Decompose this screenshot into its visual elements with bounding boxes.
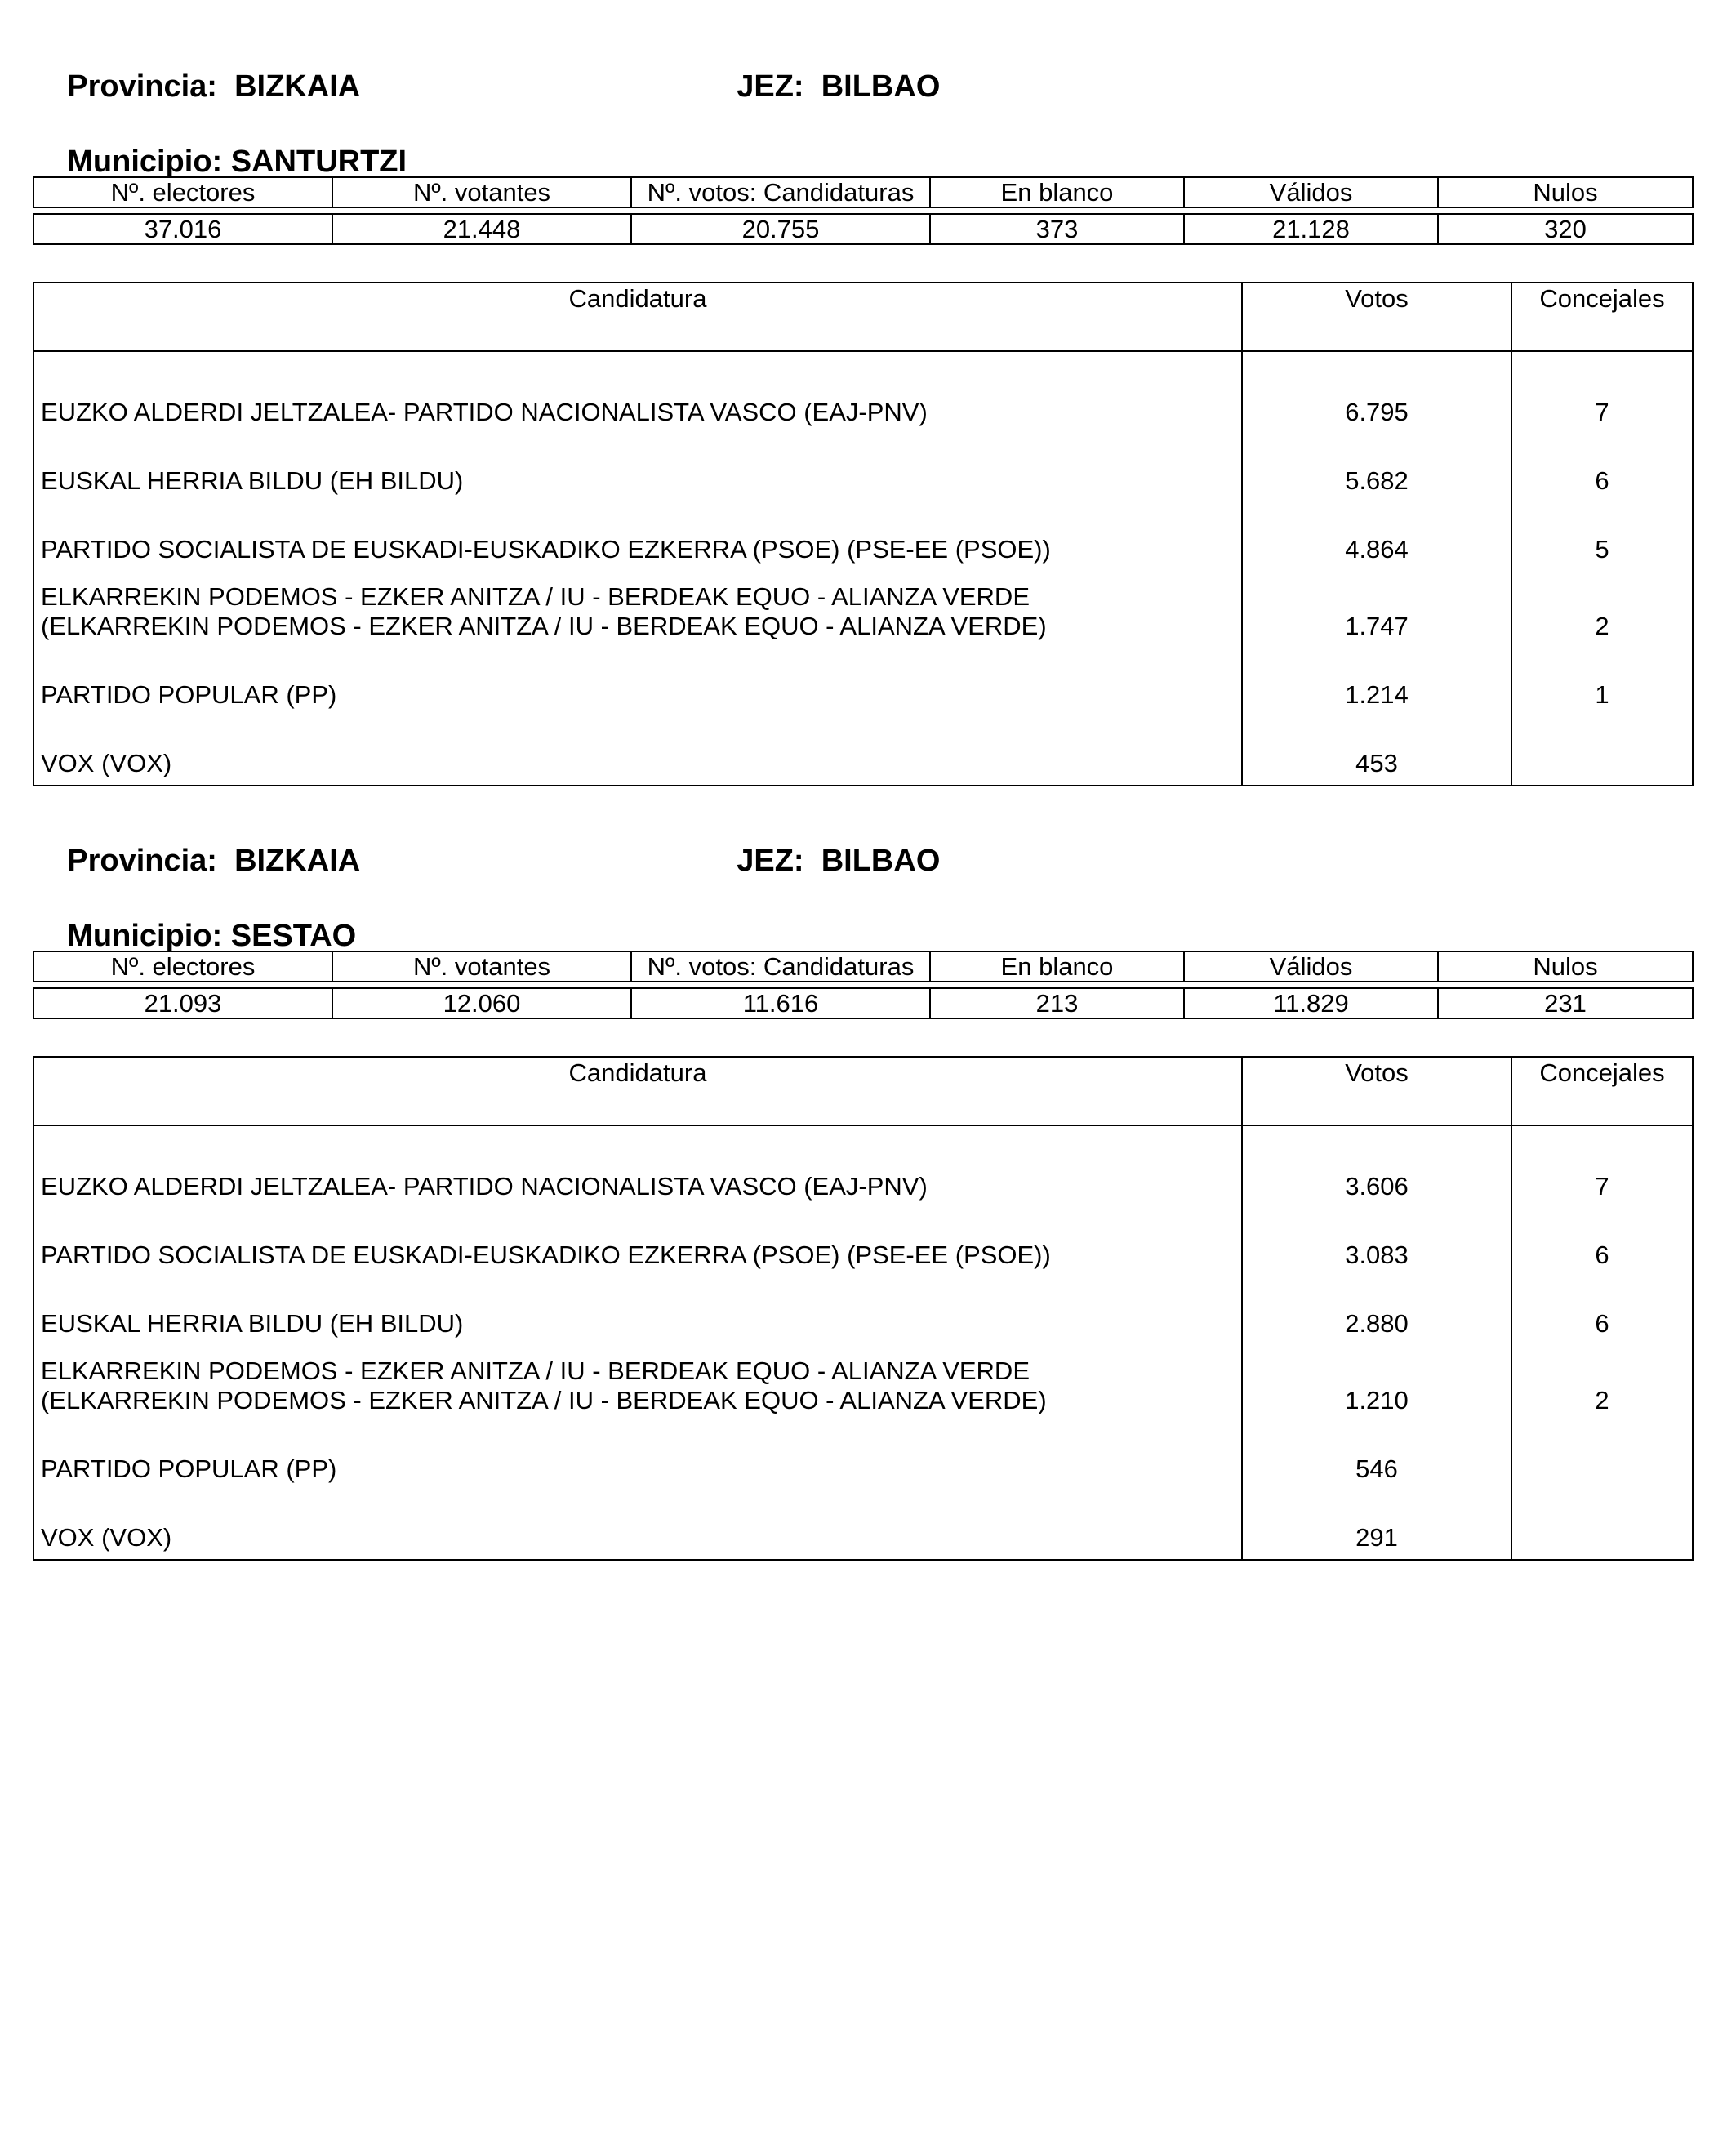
candidatura-name: EUZKO ALDERDI JELTZALEA- PARTIDO NACIONALISTA VASCO (EAJ-PNV) [41, 398, 928, 426]
header-en-blanco: En blanco [930, 951, 1184, 982]
concejales-value: 6 [1511, 434, 1693, 502]
table-row [33, 648, 1693, 716]
value-electores: 37.016 [33, 214, 332, 244]
provincia-value: BIZKAIA [234, 69, 361, 104]
header-votantes: Nº. votantes [332, 951, 631, 982]
candidatura-name: PARTIDO SOCIALISTA DE EUSKADI-EUSKADIKO EZKERRA (PSOE) (PSE-EE (PSOE)) [41, 1241, 1051, 1269]
header-electores: Nº. electores [33, 951, 332, 982]
header-votantes: Nº. votantes [332, 177, 631, 207]
header-validos: Válidos [1184, 177, 1438, 207]
votos-value: 5.682 [1242, 434, 1511, 502]
candidatura-name: PARTIDO POPULAR (PP) [41, 680, 337, 709]
provincia-label: Provincia: BIZKAIA [67, 844, 361, 878]
votos-value: 1.214 [1242, 648, 1511, 716]
concejales-value: 1 [1511, 648, 1693, 716]
concejales-value: 6 [1511, 1208, 1693, 1276]
candidatures-table [33, 1056, 1694, 1561]
summary-table [33, 176, 1694, 245]
header-electores: Nº. electores [33, 177, 332, 207]
votos-value: 453 [1242, 716, 1511, 786]
votos-value: 6.795 [1242, 351, 1511, 434]
value-nulos: 231 [1438, 988, 1693, 1018]
header-votos-candidaturas: Nº. votos: Candidaturas [631, 177, 930, 207]
summary-header-row [33, 951, 1693, 982]
jez-value: BILBAO [821, 844, 941, 878]
header-nulos: Nulos [1438, 177, 1693, 207]
votos-value: 3.606 [1242, 1125, 1511, 1208]
header-concejales: Concejales [1511, 1057, 1693, 1125]
jez-label: JEZ: BILBAO [737, 69, 941, 104]
table-row [33, 502, 1693, 571]
candidatura-name: EUSKAL HERRIA BILDU (EH BILDU) [41, 466, 464, 495]
municipio-title: Municipio: SESTAO [67, 919, 357, 953]
municipio-value: SESTAO [230, 919, 357, 953]
table-row [33, 571, 1693, 648]
header-candidatura: Candidatura [33, 1057, 1242, 1125]
concejales-value: 2 [1511, 571, 1693, 648]
header-en-blanco: En blanco [930, 177, 1184, 207]
table-row [33, 1345, 1693, 1422]
header-candidatura: Candidatura [33, 283, 1242, 351]
table-row [33, 1125, 1693, 1208]
candidatura-name: VOX (VOX) [41, 749, 172, 777]
value-votos-candidaturas: 11.616 [631, 988, 930, 1018]
votos-value: 4.864 [1242, 502, 1511, 571]
summary-table [33, 951, 1694, 1019]
municipio-title: Municipio: SANTURTZI [67, 145, 407, 179]
table-row [33, 1422, 1693, 1490]
municipio-value: SANTURTZI [230, 145, 407, 179]
candidatures-header-row [33, 283, 1693, 351]
concejales-value [1511, 1490, 1693, 1560]
candidatura-name: EUSKAL HERRIA BILDU (EH BILDU) [41, 1309, 464, 1338]
candidatura-name: PARTIDO SOCIALISTA DE EUSKADI-EUSKADIKO EZKERRA (PSOE) (PSE-EE (PSOE)) [41, 535, 1051, 564]
summary-values-row [33, 988, 1693, 1018]
header-votos: Votos [1242, 1057, 1511, 1125]
summary-header-row [33, 177, 1693, 207]
table-row [33, 716, 1693, 786]
concejales-value: 5 [1511, 502, 1693, 571]
jez-label: JEZ: BILBAO [737, 844, 941, 878]
candidatura-name: ELKARREKIN PODEMOS - EZKER ANITZA / IU - BERDEAK EQUO - ALIANZA VERDE (ELKARREKIN PODEMOS - EZKER ANITZA / IU - BERDEAK EQUO - ALIANZA VERDE) [41, 1356, 1047, 1414]
table-row [33, 351, 1693, 434]
value-votos-candidaturas: 20.755 [631, 214, 930, 244]
header-votos-candidaturas: Nº. votos: Candidaturas [631, 951, 930, 982]
provincia-value: BIZKAIA [234, 844, 361, 878]
header-votos: Votos [1242, 283, 1511, 351]
concejales-value: 2 [1511, 1345, 1693, 1422]
value-votantes: 12.060 [332, 988, 631, 1018]
candidatures-table [33, 282, 1694, 786]
table-row [33, 1208, 1693, 1276]
header-concejales: Concejales [1511, 283, 1693, 351]
votos-value: 3.083 [1242, 1208, 1511, 1276]
value-validos: 21.128 [1184, 214, 1438, 244]
votos-value: 546 [1242, 1422, 1511, 1490]
candidatura-name: ELKARREKIN PODEMOS - EZKER ANITZA / IU - BERDEAK EQUO - ALIANZA VERDE (ELKARREKIN PODEMOS - EZKER ANITZA / IU - BERDEAK EQUO - ALIANZA VERDE) [41, 582, 1047, 640]
value-en-blanco: 373 [930, 214, 1184, 244]
provincia-label: Provincia: BIZKAIA [67, 69, 361, 104]
concejales-value: 6 [1511, 1276, 1693, 1345]
concejales-value [1511, 716, 1693, 786]
candidatura-name: VOX (VOX) [41, 1523, 172, 1552]
jez-value: BILBAO [821, 69, 941, 104]
candidatures-header-row [33, 1057, 1693, 1125]
table-row [33, 434, 1693, 502]
value-nulos: 320 [1438, 214, 1693, 244]
votos-value: 291 [1242, 1490, 1511, 1560]
concejales-value: 7 [1511, 351, 1693, 434]
table-row [33, 1490, 1693, 1560]
value-en-blanco: 213 [930, 988, 1184, 1018]
value-validos: 11.829 [1184, 988, 1438, 1018]
header-nulos: Nulos [1438, 951, 1693, 982]
value-votantes: 21.448 [332, 214, 631, 244]
candidatura-name: PARTIDO POPULAR (PP) [41, 1454, 337, 1483]
candidatura-name: EUZKO ALDERDI JELTZALEA- PARTIDO NACIONALISTA VASCO (EAJ-PNV) [41, 1172, 928, 1200]
votos-value: 2.880 [1242, 1276, 1511, 1345]
votos-value: 1.210 [1242, 1345, 1511, 1422]
header-validos: Válidos [1184, 951, 1438, 982]
concejales-value [1511, 1422, 1693, 1490]
value-electores: 21.093 [33, 988, 332, 1018]
votos-value: 1.747 [1242, 571, 1511, 648]
summary-values-row [33, 214, 1693, 244]
table-row [33, 1276, 1693, 1345]
concejales-value: 7 [1511, 1125, 1693, 1208]
